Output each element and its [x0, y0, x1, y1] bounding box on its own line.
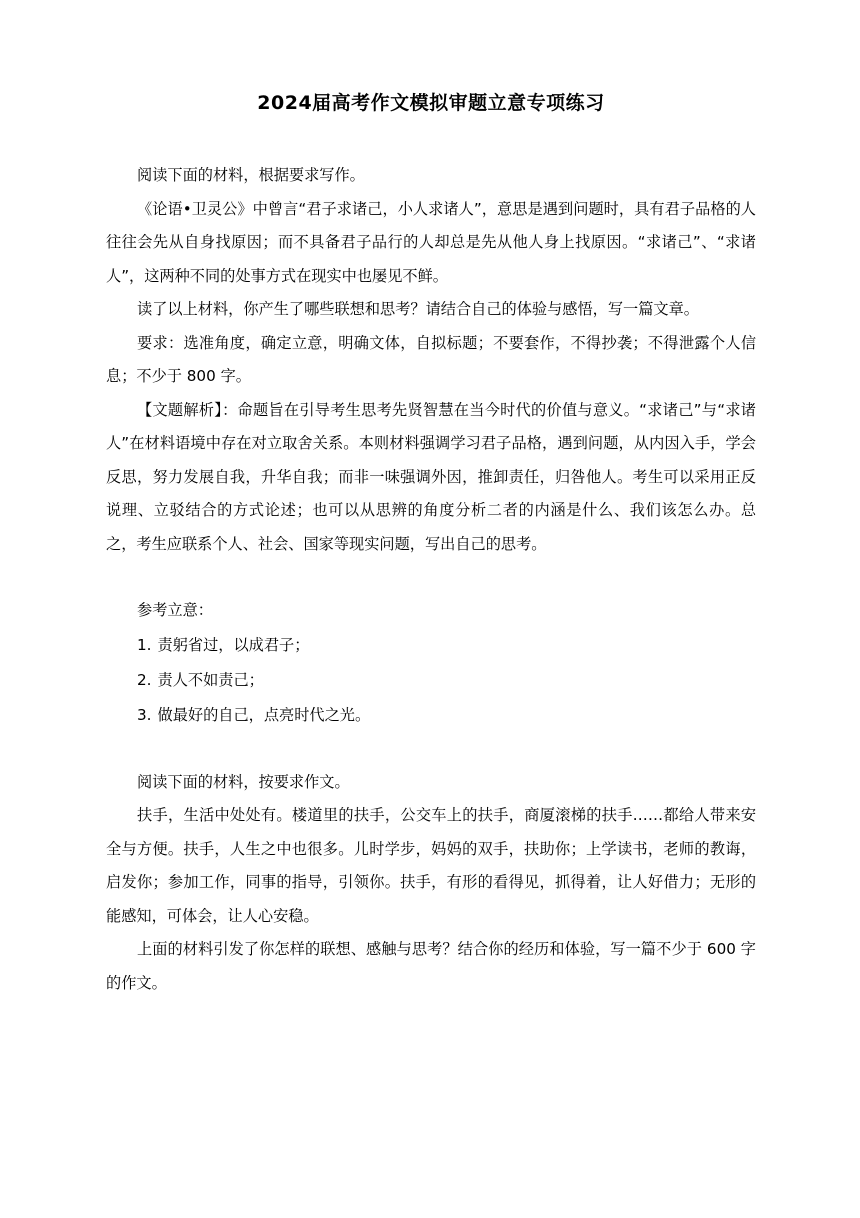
page-title: 2024届高考作文模拟审题立意专项练习	[257, 92, 605, 114]
section-1-analysis: 【文题解析】：命题旨在引导考生思考先贤智慧在当今时代的价值与意义。“求诸己”与“求诸人”在材料语境中存在对立取舍关系。本则材料强调学习君子品格，遇到问题，从内因入手，学会反思，努力发展自我，升华自我；而非一味强调外因，推卸责任，归咎他人。考生可以采用正反说理、立驳结合的方式论述；也可以从思辨的角度分析二者的内涵是什么、我们该怎么办。总之，考生应联系个人、社会、国家等现实问题，写出自己的思考。	[106, 400, 756, 553]
section-2-intro: 阅读下面的材料，按要求作文。	[137, 772, 350, 791]
section-2	[106, 766, 756, 1001]
list-item-text: 做最好的自己，点亮时代之光。	[157, 705, 371, 724]
list-item-number: 3.	[137, 705, 152, 724]
section-2-prompt: 上面的材料引发了你怎样的联想、感触与思考？结合你的经历和体验，写一篇不少于 600 字的作文。	[106, 940, 756, 992]
section-1-intro: 阅读下面的材料，根据要求写作。	[137, 166, 365, 184]
section-1-material: 《论语•卫灵公》中曾言“君子求诸己，小人求诸人”，意思是遇到问题时，具有君子品格的人往往会先从自身找原因；而不具备君子品行的人却总是先从他人身上找原因。“求诸己”、“求诸人”，这两种不同的处事方式在现实中也屡见不鲜。	[106, 199, 756, 285]
spacer	[106, 561, 756, 594]
section-1-requirements: 要求：选准角度，确定立意，明确文体，自拟标题；不要套作，不得抄袭；不得泄露个人信息；不少于 800 字。	[106, 333, 756, 385]
list-item-number: 2.	[137, 670, 152, 689]
list-item	[106, 663, 756, 698]
list-item	[106, 628, 756, 663]
list-item-number: 1.	[137, 635, 152, 654]
section-1-prompt: 读了以上材料，你产生了哪些联想和思考？请结合自己的体验与感悟，写一篇文章。	[137, 300, 699, 318]
list-item	[106, 698, 756, 733]
reference-list	[106, 628, 756, 733]
section-2-material: 扶手，生活中处处有。楼道里的扶手，公交车上的扶手，商厦滚梯的扶手……都给人带来安全与方便。扶手，人生之中也很多。儿时学步，妈妈的双手，扶助你；上学读书，老师的教诲，启发你；参加工作，同事的指导，引领你。扶手，有形的看得见，抓得着，让人好借力；无形的能感知，可体会，让人心安稳。	[106, 806, 756, 925]
list-item-text: 责人不如责己；	[157, 670, 264, 689]
list-item-text: 责躬省过，以成君子；	[157, 635, 310, 654]
section-1	[106, 159, 756, 733]
reference-label: 参考立意：	[137, 601, 213, 619]
spacer	[106, 733, 756, 766]
